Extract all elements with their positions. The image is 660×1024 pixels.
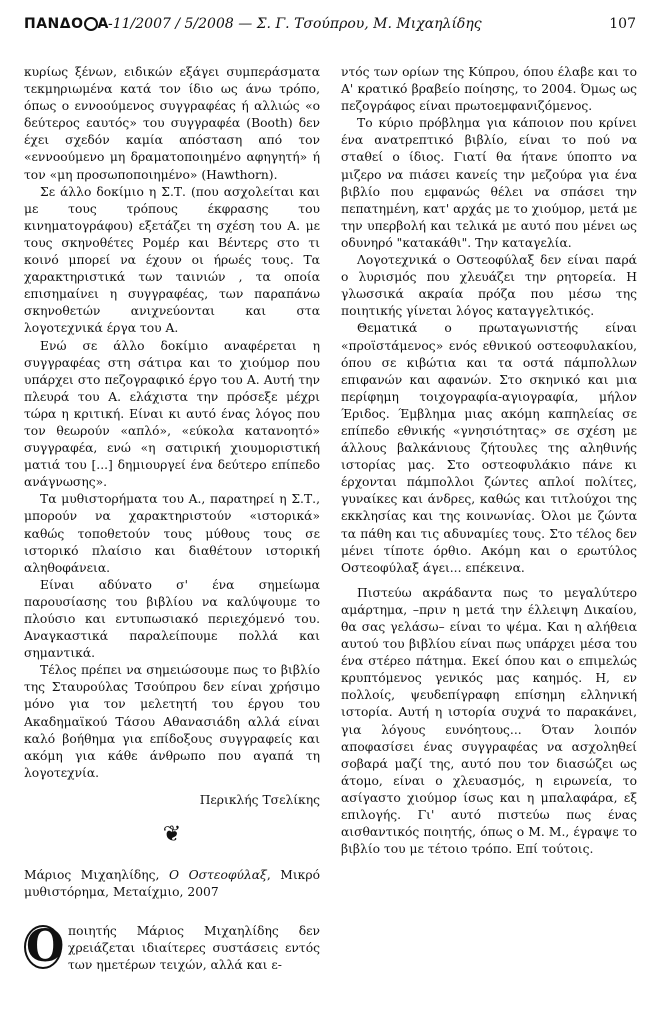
book-title: Ο Οστεοφύλαξ (168, 868, 267, 883)
paragraph: Τα μυθιστορήματα του Α., παρατηρεί η Σ.Τ., μπορούν να χαρακτηριστούν «ιστορικά» καθώς τοποθετούν τους μύθους τους σε ιστορικό πλαίσιο και διαθέτουν ιστορική αληθοφάνεια. (24, 492, 320, 575)
book-citation (24, 867, 320, 901)
magazine-logo (24, 16, 109, 32)
drop-cap: Ο (26, 921, 65, 973)
page-number: 107 (609, 16, 636, 32)
paragraph: Πιστεύω ακράδαντα πως το μεγαλύτερο αμάρτημα, –πριν η μετά την έλλειψη Δικαίου, θα σας γελάσω– είναι το ψέμα. Και η αλήθεια αυτού του βιβλίου είναι πως υπάρχει μέσα του ένα στέρεο πάτημα. Εκεί όπου και ο επιμελώς κρυπτόμενος γενικός μας καημός. Η, εν πολλοίς, ψευδεπίγραφη επίσημη ελληνική ιστορία. Αυτή η ιστορία συχνά το παρακάνει, για λόγους ευνόητους... Όταν λοιπόν αποφασίσει ένας συγγραφέας να ασχοληθεί σοβαρά μαζί της, αυτό που τον διασώζει ως άτομο, είναι ο χλευασμός, η ειρωνεία, το ασίγαστο χιούμορ ίσως και η μπαλαφάρα, εξ επιλογής. Γι' αυτό πιστεύω πως ένας αισθαντικός ποιητής, όπως ο Μ. Μ., έγραψε το βιβλίο του με τέτοιο τρόπο. Επί τούτοις. (341, 585, 637, 857)
logo-ring-icon (84, 17, 98, 31)
paragraph: κυρίως ξένων, ειδικών εξάγει συμπεράσματα τεκμηριωμένα κατά τον ίδιο ως άνω τρόπο, όπως ο εννοούμενος συγγραφέας ή αλλιώς «ο δεύτερος εαυτός» του συγγραφέα (Booth) δεν έχει σχεδόν καμία απόσταση από τον «εννοούμενο μη δραματοποιημένο αφηγητή» ή τον «μη προσωποποιημένο» (Hawthorn). (24, 65, 320, 182)
book-publication: , Μικρό μυθιστόρημα, Μεταίχμιο, 2007 (24, 868, 320, 900)
paragraph: Τέλος πρέπει να σημειώσουμε πως το βιβλίο της Σταυρούλας Τσούπρου δεν είναι χρήσιμο μόνο για τον μελετητή του έργου του Ακαδημαϊκού Τάσου Αθανασιάδη αλλά είναι καλό βοήθημα για επίδοξους συγγραφείς και ακόμη για κάθε άνθρωπο που αγαπά τη λογοτεχνία. (24, 663, 320, 780)
fleuron-ornament-icon: ❦ (162, 822, 182, 848)
left-column (24, 64, 320, 975)
paragraph: Σε άλλο δοκίμιο η Σ.Τ. (που ασχολείται και με τους τρόπους έκφρασης του κινηματογράφου) εξετάζει τη σχέση του Α. με τους σκηνοθέτες Ρομέρ και Βέντερς στο τι κοινό μπορεί να έχουν οι ήρωές τους. Τα χαρακτηριστικά των ταινιών , τα οποία επισημαίνει η συγγραφέας, των παραπάνω σκηνοθετών ανιχνεύονται και στα λογοτεχνικά έργα του Α. (24, 184, 320, 336)
paragraph-text: ποιητής Μάριος Μιχαηλίδης δεν χρειάζεται ιδιαίτερες συστάσεις εντός των ημετέρων τειχών, αλλά και ε- (68, 924, 320, 973)
page-header (24, 14, 636, 38)
paragraph: ντός των ορίων της Κύπρου, όπου έλαβε και το Α' κρατικό βραβείο ποίησης, το 2004. Όμως ως πεζογράφος είναι πρωτοεμφανιζόμενος. (341, 65, 637, 114)
review-signature: Περικλής Τσελίκης (199, 792, 320, 807)
right-column (341, 64, 637, 858)
paragraph: Λογοτεχνικά ο Οστεοφύλαξ δεν είναι παρά ο λυρισμός που χλευάζει την ρητορεία. Η γλωσσικά ακραία πρόζα που μέσω της ποιητικής γίνεται λόγος καταγγελτικός. (341, 253, 637, 319)
logo-text-end: Α (97, 16, 109, 32)
paragraph: Ενώ σε άλλο δοκίμιο αναφέρεται η συγγραφέας στη σάτιρα και το χιούμορ που υπάρχει στο πεζογραφικό έργο του Α. Αυτή την πλευρά του Α. ελάχιστα την πρόσεξε μέχρι τώρα η κριτική. Είναι κι αυτό ένας λόγος που τον θεωρούν «απλό», «εύκολα κατανοητό» συγγραφέα, ενώ «η σατιρική χιουμοριστική ματιά του [...] δημιουργεί ένα δεύτερο επίπεδο ανάγνωσης». (24, 338, 320, 490)
paragraph: Το κύριο πρόβλημα για κάποιον που κρίνει ένα ανατρεπτικό βιβλίο, είναι το πού να σταθεί ο ίδιος. Γιατί θα ήτανε ύποπτο να μιζερο να πιάσει κανείς την μεζούρα για ένα βιβλίο που εμφανώς θέλει να σπάσει την πεπατημένη, κατ' αρχάς με το χιούμορ, μετά με την υπερβολή και τελικά με αυτό που μένει ως οδυνηρό "κατακάθι". Την καταγελία. (341, 116, 637, 250)
paragraph: Θεματικά ο πρωταγωνιστής είναι «προϊστάμενος» ενός εθνικού οστεοφυλακίου, όπου σε κιβώτια και τα οστά πάμπολλων επιφανών και αφανών. Στο σκηνικό και μια περίφημη τοιχογραφία-αγιογραφία, μήλον Έριδος. Έμβλημα μιας ακόμη καπηλείας σε επίπεδο εθνικής «γνησιότητας» σε σχέση με άλλους βαλκάνιους ζήτουλες της αληθινής ιστορίας μας. Στο οστεοφυλάκιο πάνε κι έρχονται πάμπολλοι ζώντες απλοί πολίτες, γυναίκες και άνδρες, καθώς και τιτλούχοι της εκκλησίας και της κοινωνίας. Όλοι με ζώντα τα πάθη και τις αδυναμίες τους. Στο τέλος δεν μένει τίποτε όρθιο. Ακόμη και ο ερωτύλος Οστεοφύλαξ άγει... επέκεινα. (341, 321, 637, 575)
running-title: -11/2007 / 5/2008 — Σ. Γ. Τσούπρου, Μ. Μιχαηλίδης (108, 16, 482, 32)
logo-text-start: ΠΑΝΔΟ (24, 16, 84, 32)
book-author: Μάριος Μιχαηλίδης, (24, 868, 169, 883)
paragraph: Είναι αδύνατο σ' ένα σημείωμα παρουσίασης του βιβλίου να καλύψουμε το πλούσιο και εντυπωσιακό περιεχόμενό του. Αναγκαστικά παραλείπουμε πολλά και σημαντικά. (24, 577, 320, 661)
paragraph (24, 923, 320, 974)
